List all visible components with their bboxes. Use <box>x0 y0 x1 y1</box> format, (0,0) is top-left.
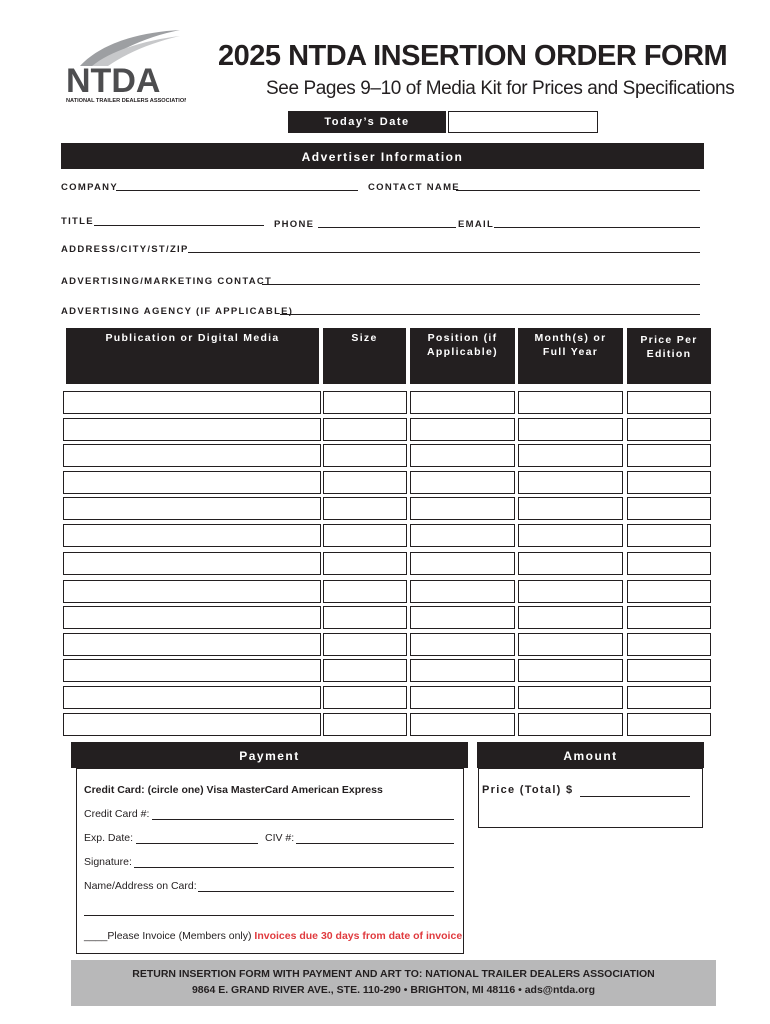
table-cell-price[interactable] <box>627 580 711 603</box>
advertiser-info-heading: Advertiser Information <box>61 143 704 169</box>
exp-date-field[interactable] <box>136 843 258 844</box>
table-cell-size[interactable] <box>323 686 407 709</box>
todays-date-label: Today’s Date <box>288 111 446 133</box>
email-label: EMAIL <box>458 219 495 230</box>
col-header-months <box>518 328 623 384</box>
invoice-note: Invoices due 30 days from date of invoice <box>254 930 463 942</box>
table-cell-publication[interactable] <box>63 391 321 414</box>
company-field[interactable] <box>116 190 358 191</box>
table-cell-price[interactable] <box>627 524 711 547</box>
table-cell-position[interactable] <box>410 633 515 656</box>
table-cell-price[interactable] <box>627 633 711 656</box>
card-number-field[interactable] <box>152 819 454 820</box>
table-cell-price[interactable] <box>627 444 711 467</box>
col-header-price-line2: Edition <box>646 348 692 360</box>
table-cell-months[interactable] <box>518 444 623 467</box>
card-number-label: Credit Card #: <box>84 808 150 820</box>
table-cell-position[interactable] <box>410 471 515 494</box>
table-cell-publication[interactable] <box>63 418 321 441</box>
table-cell-publication[interactable] <box>63 713 321 736</box>
phone-field[interactable] <box>318 227 456 228</box>
table-cell-size[interactable] <box>323 497 407 520</box>
table-cell-months[interactable] <box>518 471 623 494</box>
table-cell-publication[interactable] <box>63 633 321 656</box>
col-header-position-line2: Applicable) <box>427 346 498 358</box>
table-cell-price[interactable] <box>627 686 711 709</box>
table-cell-price[interactable] <box>627 552 711 575</box>
col-header-position-line1: Position (if <box>427 332 498 344</box>
price-total-label: Price (Total) $ <box>482 784 574 796</box>
col-header-position <box>410 328 515 384</box>
table-cell-price[interactable] <box>627 471 711 494</box>
name-address-label: Name/Address on Card: <box>84 880 197 892</box>
return-address-footer <box>71 960 716 1006</box>
table-cell-position[interactable] <box>410 606 515 629</box>
name-address-field[interactable] <box>198 891 454 892</box>
todays-date-field[interactable] <box>448 111 598 133</box>
price-total-field[interactable] <box>580 796 690 797</box>
table-cell-position[interactable] <box>410 552 515 575</box>
title-field[interactable] <box>94 225 264 226</box>
table-cell-months[interactable] <box>518 497 623 520</box>
civ-label: CIV #: <box>265 832 295 844</box>
table-cell-price[interactable] <box>627 713 711 736</box>
amount-box <box>478 768 703 828</box>
address-field[interactable] <box>188 252 700 253</box>
table-cell-position[interactable] <box>410 659 515 682</box>
credit-card-type[interactable]: Credit Card: (circle one) Visa MasterCard American Express <box>84 784 383 796</box>
agency-label: ADVERTISING AGENCY (IF APPLICABLE) <box>61 306 294 317</box>
table-cell-size[interactable] <box>323 471 407 494</box>
col-header-price-line1: Price Per <box>640 334 698 346</box>
table-cell-months[interactable] <box>518 659 623 682</box>
table-cell-months[interactable] <box>518 686 623 709</box>
footer-line-2: 9864 E. GRAND RIVER AVE., STE. 110-290 • BRIGHTON, MI 48116 • ads@ntda.org <box>191 984 596 996</box>
table-cell-months[interactable] <box>518 713 623 736</box>
table-cell-price[interactable] <box>627 606 711 629</box>
table-cell-publication[interactable] <box>63 606 321 629</box>
table-cell-months[interactable] <box>518 418 623 441</box>
table-cell-size[interactable] <box>323 713 407 736</box>
col-header-price <box>627 328 711 384</box>
page-subtitle: See Pages 9–10 of Media Kit for Prices and Specifications <box>266 78 735 99</box>
table-cell-months[interactable] <box>518 552 623 575</box>
table-cell-months[interactable] <box>518 391 623 414</box>
payment-heading: Payment <box>71 742 468 768</box>
table-cell-months[interactable] <box>518 524 623 547</box>
amount-heading: Amount <box>477 742 704 768</box>
col-header-size <box>323 328 406 384</box>
table-cell-position[interactable] <box>410 713 515 736</box>
table-cell-publication[interactable] <box>63 497 321 520</box>
page-title: 2025 NTDA INSERTION ORDER FORM <box>218 40 728 72</box>
invoice-option[interactable] <box>84 930 462 942</box>
table-cell-publication[interactable] <box>63 580 321 603</box>
marketing-contact-field[interactable] <box>262 284 700 285</box>
table-cell-size[interactable] <box>323 524 407 547</box>
table-cell-months[interactable] <box>518 606 623 629</box>
table-cell-publication[interactable] <box>63 552 321 575</box>
invoice-option-label: ____Please Invoice (Members only) <box>84 930 252 942</box>
ntda-swoosh-icon <box>62 28 186 104</box>
table-cell-price[interactable] <box>627 497 711 520</box>
table-cell-position[interactable] <box>410 444 515 467</box>
table-cell-position[interactable] <box>410 686 515 709</box>
table-cell-publication[interactable] <box>63 471 321 494</box>
table-cell-size[interactable] <box>323 444 407 467</box>
table-cell-size[interactable] <box>323 418 407 441</box>
table-cell-publication[interactable] <box>63 444 321 467</box>
footer-line-1: RETURN INSERTION FORM WITH PAYMENT AND ART TO: NATIONAL TRAILER DEALERS ASSOCIATION <box>132 968 655 980</box>
table-cell-price[interactable] <box>627 391 711 414</box>
table-cell-size[interactable] <box>323 606 407 629</box>
marketing-contact-label: ADVERTISING/MARKETING CONTACT <box>61 276 273 287</box>
col-header-size-text: Size <box>351 332 378 344</box>
email-field[interactable] <box>494 227 700 228</box>
table-cell-size[interactable] <box>323 552 407 575</box>
table-cell-position[interactable] <box>410 391 515 414</box>
col-header-months-line1: Month(s) or <box>534 332 607 344</box>
company-label: COMPANY <box>61 182 118 193</box>
col-header-publication <box>66 328 319 384</box>
phone-label: PHONE <box>274 219 315 230</box>
table-cell-publication[interactable] <box>63 524 321 547</box>
table-cell-price[interactable] <box>627 659 711 682</box>
table-cell-months[interactable] <box>518 633 623 656</box>
table-cell-publication[interactable] <box>63 659 321 682</box>
ntda-logo <box>62 28 186 104</box>
table-cell-size[interactable] <box>323 391 407 414</box>
address-label: ADDRESS/CITY/ST/ZIP <box>61 244 189 255</box>
contact-name-field[interactable] <box>456 190 700 191</box>
exp-date-label: Exp. Date: <box>84 832 134 844</box>
name-address-field-2[interactable] <box>84 915 454 916</box>
title-label: TITLE <box>61 216 94 227</box>
civ-field[interactable] <box>296 843 454 844</box>
table-cell-publication[interactable] <box>63 686 321 709</box>
signature-label: Signature: <box>84 856 132 868</box>
table-cell-months[interactable] <box>518 580 623 603</box>
logo-text: NTDA <box>66 62 161 100</box>
table-cell-size[interactable] <box>323 580 407 603</box>
table-cell-position[interactable] <box>410 580 515 603</box>
table-cell-position[interactable] <box>410 418 515 441</box>
table-cell-size[interactable] <box>323 633 407 656</box>
table-cell-size[interactable] <box>323 659 407 682</box>
contact-name-label: CONTACT NAME <box>368 182 460 193</box>
col-header-publication-text: Publication or Digital Media <box>105 332 280 344</box>
col-header-months-line2: Full Year <box>542 346 599 358</box>
table-cell-price[interactable] <box>627 418 711 441</box>
table-cell-position[interactable] <box>410 524 515 547</box>
table-cell-position[interactable] <box>410 497 515 520</box>
signature-field[interactable] <box>134 867 454 868</box>
logo-subtext: NATIONAL TRAILER DEALERS ASSOCIATION <box>66 98 186 104</box>
agency-field[interactable] <box>280 314 700 315</box>
